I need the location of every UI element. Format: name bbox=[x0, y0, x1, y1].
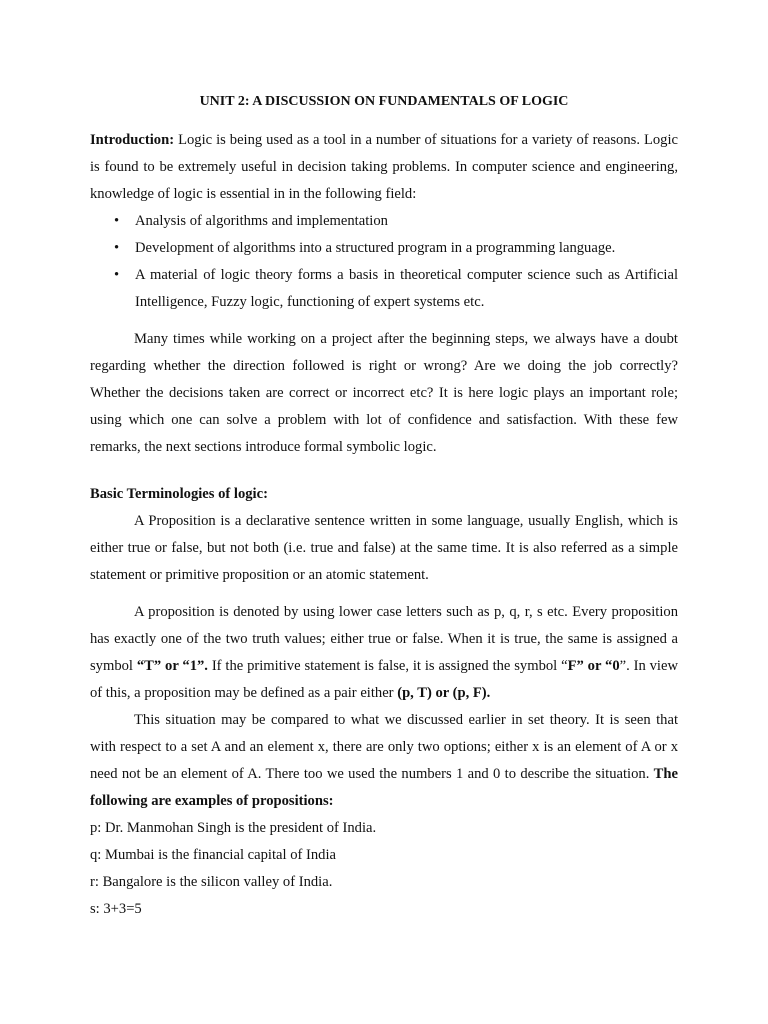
denoted-bold-1: “T” or “1”. bbox=[136, 658, 208, 674]
document-title: UNIT 2: A DISCUSSION ON FUNDAMENTALS OF LOGIC bbox=[199, 94, 569, 109]
denoted-bold-3: (p, T) or (p, F). bbox=[397, 685, 491, 701]
list-item bbox=[90, 235, 678, 262]
example-item: q: Mumbai is the financial capital of India bbox=[90, 847, 336, 863]
bullet-icon: • bbox=[114, 213, 120, 229]
doubt-paragraph: Many times while working on a project after the beginning steps, we always have a doubt regarding whether the direction followed is right or wrong? Are we doing the job correctly? Whether the decisions taken are correct or incorrect etc? It is here logic plays an important role; using which one can solve a problem with lot of confidence and satisfaction. With these few remarks, the next sections introduce formal symbolic logic. bbox=[90, 331, 678, 455]
basic-terminology-heading: Basic Terminologies of logic: bbox=[90, 486, 268, 502]
denoted-text-1: A proposition is denoted by using lower case letters such as p, q, r, s etc. Every proposition has exactly one of the two truth values; either true or false. When it is true, the same is assigned a symbol bbox=[90, 604, 678, 674]
denoted-text-3: ”. In view of this, a proposition may be defined as a pair either bbox=[90, 658, 678, 701]
list-item bbox=[90, 262, 678, 316]
situation-text: This situation may be compared to what we discussed earlier in set theory. It is seen that with respect to a set A and an element x, there are only two options; either x is an element of A or x need not be an element of A. There too we used the numbers 1 and 0 to describe the situation. bbox=[90, 712, 678, 782]
intro-paragraph bbox=[90, 127, 678, 208]
intro-text: Logic is being used as a tool in a number of situations for a variety of reasons. Logic is found to be extremely useful in decision taking problems. In computer science and engineering, knowledge of logic is essential in in the following field: bbox=[90, 132, 678, 202]
bullet-icon: • bbox=[114, 240, 120, 256]
document-page bbox=[90, 88, 678, 923]
denoted-text-2: If the primitive statement is false, it is assigned the symbol “ bbox=[207, 658, 568, 674]
situation-bold: The following are examples of propositions: bbox=[90, 766, 678, 809]
bullet-text: Development of algorithms into a structured program in a programming language. bbox=[135, 240, 616, 256]
proposition-paragraph: A Proposition is a declarative sentence written in some language, usually English, which is either true or false, but not both (i.e. true and false) at the same time. It is also referred as a simple statement or primitive proposition or an atomic statement. bbox=[90, 513, 678, 583]
bullet-text: A material of logic theory forms a basis in theoretical computer science such as Artificial Intelligence, Fuzzy logic, functioning of expert systems etc. bbox=[135, 267, 678, 310]
example-item: r: Bangalore is the silicon valley of India. bbox=[90, 874, 333, 890]
denoted-paragraph bbox=[90, 599, 678, 707]
bullet-text: Analysis of algorithms and implementation bbox=[135, 213, 388, 229]
bullet-icon: • bbox=[114, 267, 120, 283]
list-item bbox=[90, 208, 678, 235]
denoted-bold-2: F” or “0 bbox=[567, 658, 620, 674]
bullet-list bbox=[90, 208, 678, 316]
example-item: s: 3+3=5 bbox=[90, 901, 142, 917]
example-item: p: Dr. Manmohan Singh is the president of India. bbox=[90, 820, 377, 836]
intro-label: Introduction: bbox=[90, 132, 175, 148]
situation-paragraph bbox=[90, 707, 678, 815]
